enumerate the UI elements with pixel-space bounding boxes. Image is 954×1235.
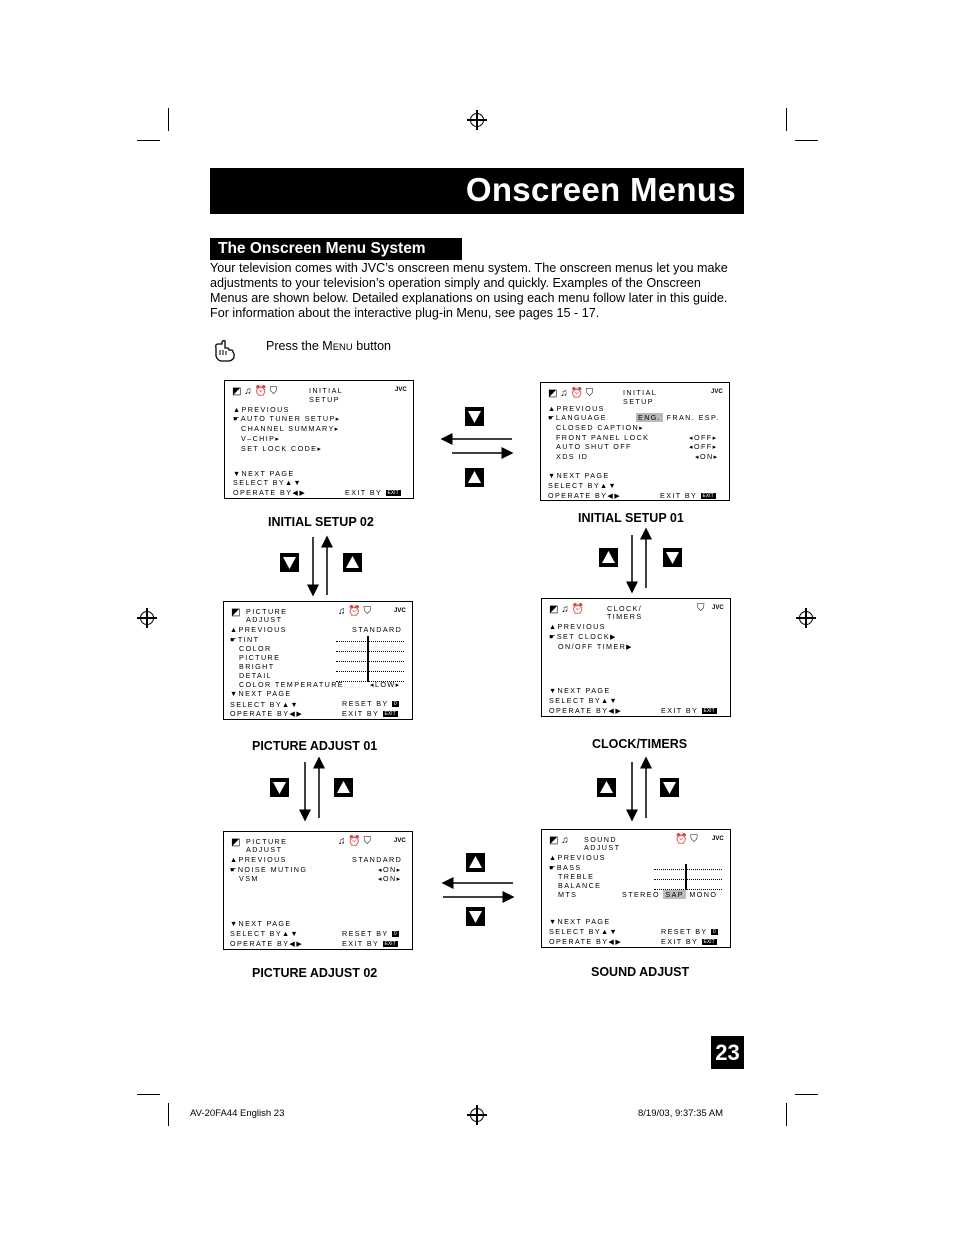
menu-line: NEXT PAGE	[238, 919, 292, 928]
menu-line: SELECT BY	[230, 700, 283, 709]
menu-line: OPERATE BY	[230, 709, 290, 718]
down-arrow-button-icon	[270, 778, 289, 797]
menu-line: NOISE MUTING	[237, 865, 308, 874]
screen-title: ADJUST	[584, 843, 621, 852]
intro-line: adjustments to your television’s operation simply and quickly. Examples of the Onscreen	[210, 276, 701, 290]
screen-title: PICTURE	[246, 837, 288, 846]
menu-line: EXIT BY	[342, 709, 380, 718]
label-sound-adjust: SOUND ADJUST	[591, 965, 690, 979]
menu-value: ◂ON▸	[378, 865, 402, 874]
option: FRAN.	[666, 413, 696, 422]
menu-icons: ♫ ⏰ ⛉	[338, 606, 372, 617]
menu-line: MTS	[558, 890, 578, 899]
footer-right: 8/19/03, 9:37:35 AM	[638, 1108, 724, 1119]
menu-line: BASS	[556, 863, 582, 872]
down-arrow-button-icon	[280, 553, 299, 572]
down-arrow-button-icon	[660, 778, 679, 797]
screen-sound-adjust: ◩ ♫ ⏰ ⛉ SOUND ADJUST JVC ▲PREVIOUS ☛BASS TREBLE BALANCE MTS STEREO SAP MONO ▼NEXT PAGE SELECT BY▲▼ RESET BY 0 OPERATE BY◀▶ EXIT BY EXIT	[541, 829, 731, 948]
menu-line: CHANNEL SUMMARY▸	[241, 424, 340, 433]
menu-line: SET LOCK CODE▸	[241, 444, 323, 453]
menu-value: ◂ON▸	[378, 874, 402, 883]
page-title: Onscreen Menus	[465, 171, 736, 208]
menu-icons: ⏰ ⛉	[675, 834, 698, 845]
menu-line: V–CHIP▸	[241, 434, 281, 443]
menu-line: PREVIOUS	[241, 405, 290, 414]
menu-line: NEXT PAGE	[241, 469, 295, 478]
jvc-logo: JVC	[394, 608, 406, 614]
screen-title: CLOCK/	[607, 604, 643, 613]
page-number: 23	[711, 1036, 744, 1069]
menu-line: EXIT BY	[342, 939, 380, 948]
screen-title: SETUP	[623, 397, 654, 406]
screen-title: ADJUST	[246, 845, 283, 854]
menu-line: AUTO TUNER SETUP▸	[240, 414, 341, 423]
label-picture-adjust-01: PICTURE ADJUST 01	[252, 739, 378, 753]
screen-title: PICTURE	[246, 607, 288, 616]
menu-line: ON/OFF TIMER▶	[558, 642, 634, 651]
menu-icons: ◩ ♫	[549, 835, 569, 846]
option: STEREO	[622, 890, 660, 899]
crop-mark	[137, 140, 160, 141]
crop-mark	[795, 1094, 818, 1095]
intro-paragraph	[210, 261, 744, 321]
section-title: The Onscreen Menu System	[210, 238, 462, 260]
menu-line: TINT	[237, 635, 260, 644]
menu-line: PREVIOUS	[557, 622, 606, 631]
screen-title: INITIAL	[309, 386, 344, 395]
menu-line: OPERATE BY	[549, 937, 609, 946]
menu-line: RESET BY	[342, 699, 389, 708]
menu-value: STANDARD	[352, 855, 403, 864]
menu-line: BALANCE	[558, 881, 602, 890]
press-menu-instruction: Press the MENU button	[266, 339, 391, 353]
menu-line: PREVIOUS	[556, 404, 605, 413]
menu-line: FRONT PANEL LOCK	[556, 433, 650, 442]
menu-line: RESET BY	[342, 929, 389, 938]
menu-line: VSM	[239, 874, 259, 883]
menu-line: RESET BY	[661, 927, 708, 936]
crop-mark	[795, 140, 818, 141]
screen-initial-setup-02: ◩ ♫ ⏰ ⛉ INITIAL SETUP JVC ▲PREVIOUS ☛AUTO TUNER SETUP▸ CHANNEL SUMMARY▸ V–CHIP▸ SET LOCK CODE▸ ▼NEXT PAGE SELECT BY▲▼ OPERATE BY◀▶ EXIT BY EXIT	[224, 380, 414, 499]
menu-line: COLOR TEMPERATURE	[239, 680, 345, 689]
menu-line: SELECT BY	[549, 927, 602, 936]
menu-line: OPERATE BY	[549, 706, 609, 715]
jvc-logo: JVC	[712, 605, 724, 611]
hand-press-icon	[213, 340, 237, 362]
up-arrow-button-icon	[466, 853, 485, 872]
registration-mark-icon	[470, 113, 484, 127]
menu-line: AUTO SHUT OFF	[556, 442, 632, 451]
crop-mark	[786, 1103, 787, 1126]
menu-icons: ◩ ♫ ⏰ ⛉	[548, 388, 594, 399]
menu-icons: ♫ ⏰ ⛉	[338, 836, 372, 847]
menu-icons: ◩	[231, 607, 241, 618]
screen-title: ADJUST	[246, 615, 283, 624]
menu-line: NEXT PAGE	[557, 686, 611, 695]
menu-line: SET CLOCK▶	[556, 632, 617, 641]
screen-title: INITIAL	[623, 388, 658, 397]
menu-line: PICTURE	[239, 653, 281, 662]
option: ESP.	[698, 413, 720, 422]
menu-icons: ◩ ♫ ⏰	[549, 604, 584, 615]
label-picture-adjust-02: PICTURE ADJUST 02	[252, 966, 378, 980]
menu-line: TREBLE	[558, 872, 595, 881]
menu-line: OPERATE BY	[233, 488, 293, 497]
menu-line: SELECT BY	[549, 696, 602, 705]
menu-line: SELECT BY	[233, 478, 286, 487]
option-selected: SAP	[665, 890, 684, 899]
label-clock-timers: CLOCK/TIMERS	[592, 737, 688, 751]
menu-value: STANDARD	[352, 625, 403, 634]
menu-line: NEXT PAGE	[556, 471, 610, 480]
title-banner	[210, 168, 744, 214]
menu-line: CLOSED CAPTION▸	[556, 423, 645, 432]
menu-value: ◂ON▸	[695, 452, 719, 461]
intro-line: For information about the interactive plug-in Menu, see pages 15 - 17.	[210, 306, 600, 320]
menu-line: SELECT BY	[548, 481, 601, 490]
menu-line: BRIGHT	[239, 662, 275, 671]
up-arrow-button-icon	[334, 778, 353, 797]
slider-bars	[654, 864, 722, 890]
intro-line: Menus are shown below. Detailed explanations on using each menu follow later in this guide.	[210, 291, 728, 305]
crop-mark	[168, 1103, 169, 1126]
menu-line: EXIT BY	[661, 706, 699, 715]
menu-line: OPERATE BY	[548, 491, 608, 500]
menu-line: EXIT BY	[345, 488, 383, 497]
footer-left: AV-20FA44 English 23	[190, 1108, 285, 1119]
menu-line: DETAIL	[239, 671, 273, 680]
screen-picture-adjust-01: ◩ ♫ ⏰ ⛉ PICTURE ADJUST JVC ▲PREVIOUS STANDARD ☛TINT COLOR PICTURE BRIGHT DETAIL COLOR TEMPERATURE ◂LOW▸ ▼NEXT PAGE SELECT BY▲▼ RESET BY 0 OPERATE BY◀▶ EXIT BY EXIT	[223, 601, 413, 720]
menu-line: EXIT BY	[661, 937, 699, 946]
menu-line: PREVIOUS	[238, 855, 287, 864]
jvc-logo: JVC	[394, 838, 406, 844]
menu-value: ◂LOW▸	[370, 680, 401, 689]
menu-line: COLOR	[239, 644, 272, 653]
menu-line: PREVIOUS	[557, 853, 606, 862]
label-initial-setup-02: INITIAL SETUP 02	[268, 515, 374, 529]
menu-value: ◂OFF▸	[689, 442, 718, 451]
crop-mark	[137, 1094, 160, 1095]
jvc-logo: JVC	[711, 389, 723, 395]
menu-icons: ◩	[231, 837, 241, 848]
menu-line: EXIT BY	[660, 491, 698, 500]
down-arrow-button-icon	[466, 907, 485, 926]
menu-line: XDS ID	[556, 452, 589, 461]
menu-line: PREVIOUS	[238, 625, 287, 634]
jvc-logo: JVC	[395, 387, 407, 393]
screen-title: TIMERS	[607, 612, 643, 621]
down-arrow-button-icon	[663, 548, 682, 567]
jvc-logo: JVC	[712, 836, 724, 842]
registration-mark-icon	[140, 611, 154, 625]
screen-title: SETUP	[309, 395, 340, 404]
crop-mark	[786, 108, 787, 131]
slider-bars	[336, 636, 404, 682]
option: MONO	[689, 890, 718, 899]
up-arrow-button-icon	[465, 468, 484, 487]
screen-title: SOUND	[584, 835, 617, 844]
label-initial-setup-01: INITIAL SETUP 01	[578, 511, 684, 525]
up-arrow-button-icon	[597, 778, 616, 797]
lock-icon: ⛉	[697, 603, 705, 614]
intro-line: Your television comes with JVC’s onscreen menu system. The onscreen menus let you make	[210, 261, 728, 275]
option-selected: ENG.	[638, 413, 662, 422]
registration-mark-icon	[799, 611, 813, 625]
menu-line: NEXT PAGE	[557, 917, 611, 926]
menu-line: OPERATE BY	[230, 939, 290, 948]
menu-line: LANGUAGE	[555, 413, 607, 422]
up-arrow-button-icon	[599, 548, 618, 567]
registration-mark-icon	[470, 1108, 484, 1122]
crop-mark	[168, 108, 169, 131]
screen-initial-setup-01: ◩ ♫ ⏰ ⛉ INITIAL SETUP JVC ▲PREVIOUS ☛LANGUAGE ENG. FRAN. ESP. CLOSED CAPTION▸ FRONT PANEL LOCK ◂OFF▸ AUTO SHUT OFF ◂OFF▸ XDS ID ◂ON▸ ▼NEXT PAGE SELECT BY▲▼ OPERATE BY◀▶ EXIT BY EXIT	[540, 382, 730, 501]
screen-clock-timers: ◩ ♫ ⏰ ⛉ CLOCK/ TIMERS JVC ▲PREVIOUS ☛SET CLOCK▶ ON/OFF TIMER▶ ▼NEXT PAGE SELECT BY▲▼ OPERATE BY◀▶ EXIT BY EXIT	[541, 598, 731, 717]
menu-icons: ◩ ♫ ⏰ ⛉	[232, 386, 278, 397]
down-arrow-button-icon	[465, 407, 484, 426]
up-arrow-button-icon	[343, 553, 362, 572]
menu-line: SELECT BY	[230, 929, 283, 938]
screen-picture-adjust-02: ◩ ♫ ⏰ ⛉ PICTURE ADJUST JVC ▲PREVIOUS STANDARD ☛NOISE MUTING ◂ON▸ VSM ◂ON▸ ▼NEXT PAGE SELECT BY▲▼ RESET BY 0 OPERATE BY◀▶ EXIT BY EXIT	[223, 831, 413, 950]
menu-value: ◂OFF▸	[689, 433, 718, 442]
menu-line: NEXT PAGE	[238, 689, 292, 698]
